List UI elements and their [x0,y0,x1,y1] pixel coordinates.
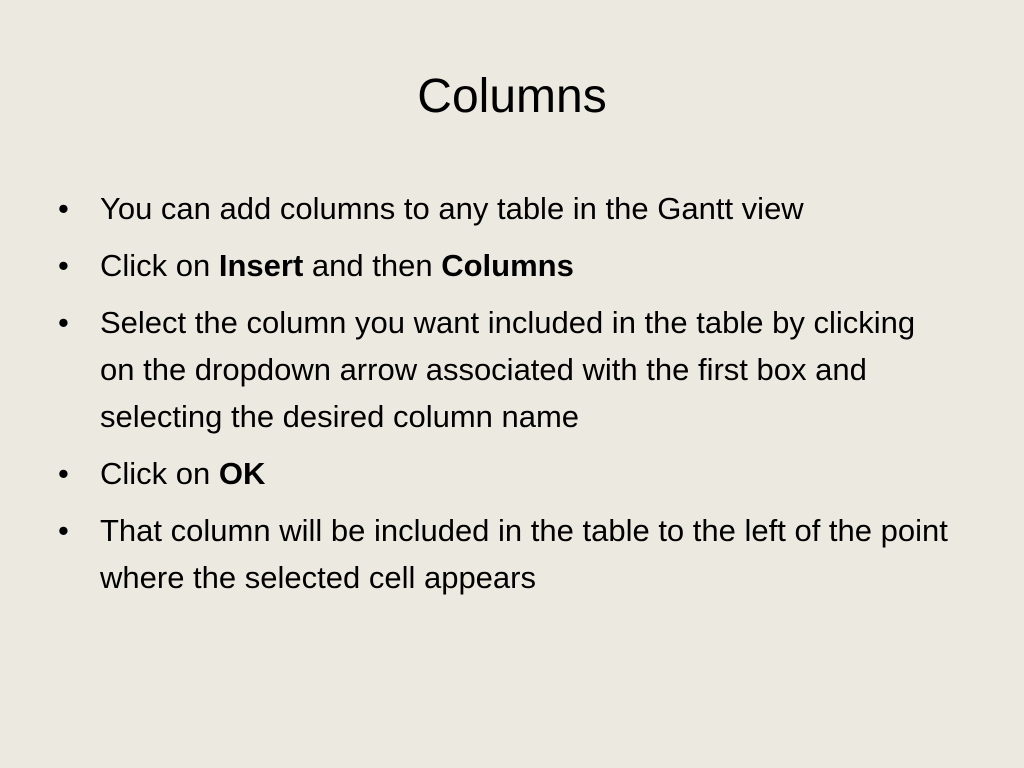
bullet-text: That column will be included in the table to the left of the point where the selected cell appears [100,513,948,595]
bullet-text: Click on [100,248,219,283]
bullet-list [56,185,956,611]
bullet-text: Click on [100,456,219,491]
bullet-item [56,450,956,497]
bullet-text: Select the column you want included in the table by clicking on the dropdown arrow associated with the first box and selecting the desired column name [100,305,916,434]
bullet-item [56,299,956,440]
bold-term-ok: OK [218,456,266,491]
bullet-item [56,185,956,232]
bullet-text: You can add columns to any table in the Gantt view [100,191,804,226]
bold-term-insert: Insert [218,248,304,283]
bullet-text: and then [303,248,442,283]
slide-title: Columns [417,70,607,123]
bold-term-columns: Columns [441,248,574,283]
bullet-item [56,242,956,289]
bullet-item [56,507,956,601]
